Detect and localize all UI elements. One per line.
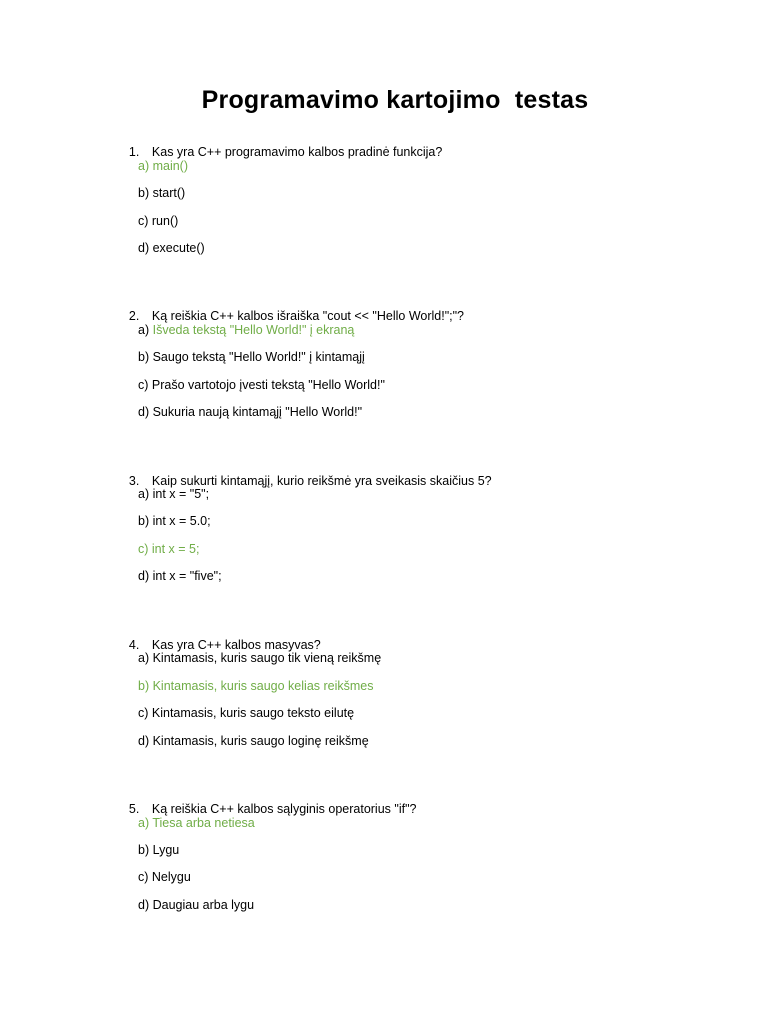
question-text: Kaip sukurti kintamąjį, kurio reikšmė yra sveikasis skaičius 5? <box>151 474 492 488</box>
question-3-option-a: a) int x = "5"; <box>138 487 210 501</box>
question-1-option-c: c) run() <box>138 214 179 228</box>
question-5-option-d: d) Daugiau arba lygu <box>138 898 255 912</box>
question-text: Kas yra C++ programavimo kalbos pradinė funkcija? <box>151 145 443 159</box>
question-2-option-a <box>138 323 354 337</box>
question-number: 4. <box>128 638 140 652</box>
page-title: Programavimo kartojimo testas <box>201 86 589 114</box>
question-number: 5. <box>128 802 140 816</box>
question-3-option-c: c) int x = 5; <box>138 542 200 556</box>
question-5-option-b: b) Lygu <box>138 843 180 857</box>
question-2-option-b: b) Saugo tekstą "Hello World!" į kintamąjį <box>138 350 365 364</box>
question-1-option-a: a) main() <box>138 159 189 173</box>
question-number: 3. <box>128 474 140 488</box>
question-5-option-c: c) Nelygu <box>138 870 191 884</box>
question-2-option-d: d) Sukuria naują kintamąjį "Hello World!" <box>138 405 363 419</box>
question-text: Kas yra C++ kalbos masyvas? <box>151 638 321 652</box>
option-text: Išveda tekstą "Hello World!" į ekraną <box>152 323 355 337</box>
question-4-option-b: b) Kintamasis, kuris saugo kelias reikšmes <box>138 679 374 693</box>
question-4-option-c: c) Kintamasis, kuris saugo teksto eilutę <box>138 706 355 720</box>
question-2-option-c: c) Prašo vartotojo įvesti tekstą "Hello World!" <box>138 378 385 392</box>
question-1-option-d: d) execute() <box>138 241 205 255</box>
question-3-option-b: b) int x = 5.0; <box>138 514 211 528</box>
question-number: 1. <box>128 145 140 159</box>
option-prefix: a) <box>138 323 153 337</box>
question-4-option-a: a) Kintamasis, kuris saugo tik vieną reikšmę <box>138 651 382 665</box>
question-text: Ką reiškia C++ kalbos sąlyginis operatorius "if"? <box>151 802 417 816</box>
question-3-option-d: d) int x = "five"; <box>138 569 222 583</box>
question-number: 2. <box>128 309 140 323</box>
question-4-option-d: d) Kintamasis, kuris saugo loginę reikšmę <box>138 734 369 748</box>
question-5-option-a: a) Tiesa arba netiesa <box>138 816 255 830</box>
question-text: Ką reiškia C++ kalbos išraiška "cout << "Hello World!";"? <box>151 309 465 323</box>
question-1-option-b: b) start() <box>138 186 186 200</box>
